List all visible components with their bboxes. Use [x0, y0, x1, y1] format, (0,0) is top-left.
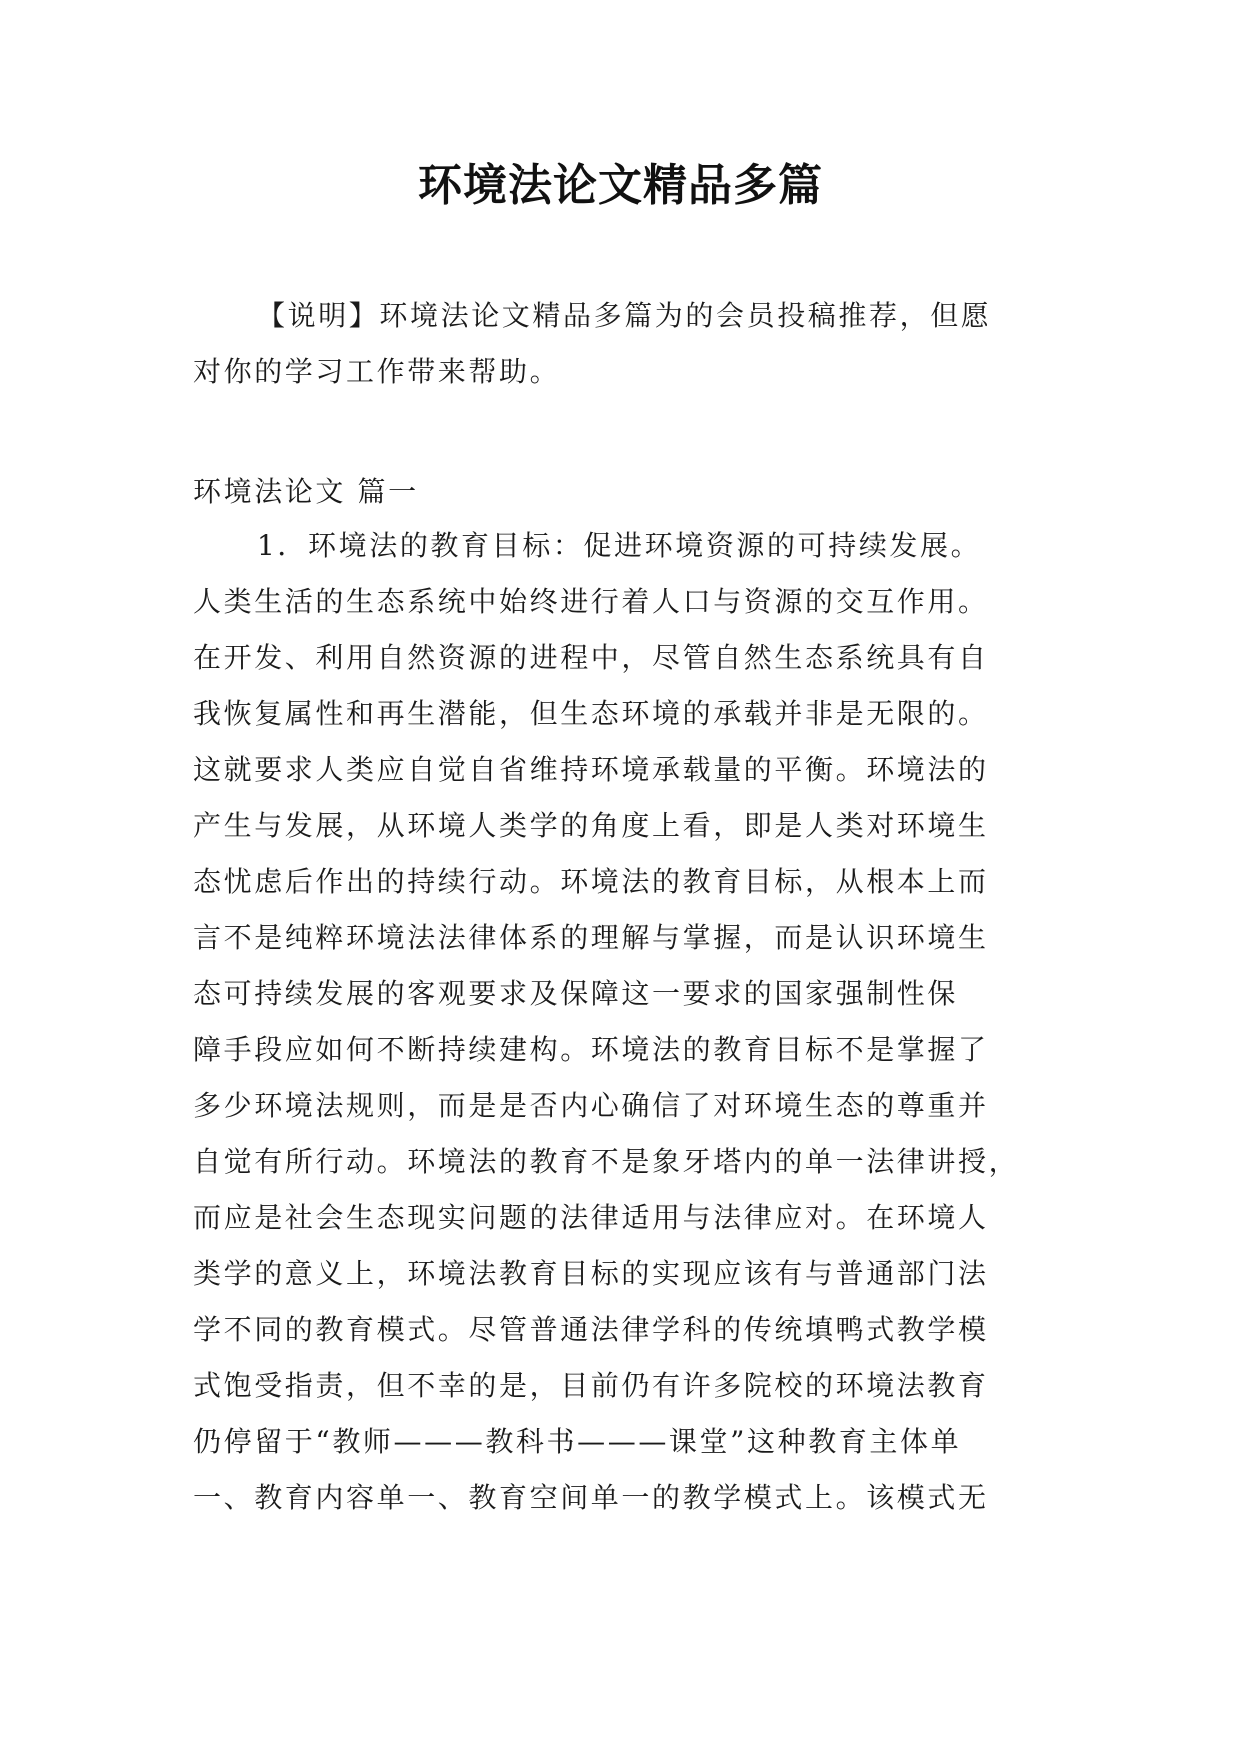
document-title: 环境法论文精品多篇: [418, 160, 823, 211]
body-line: 自觉有所行动。环境法的教育不是象牙塔内的单一法律讲授，: [193, 1145, 1020, 1178]
body-line: 学不同的教育模式。尽管普通法律学科的传统填鸭式教学模: [193, 1313, 989, 1346]
body-line: 障手段应如何不断持续建构。环境法的教育目标不是掌握了: [193, 1033, 989, 1066]
body-line: 我恢复属性和再生潜能，但生态环境的承载并非是无限的。: [193, 697, 989, 730]
body-line: 这就要求人类应自觉自省维持环境承载量的平衡。环境法的: [193, 753, 989, 786]
section-heading: [193, 464, 1053, 520]
body-line: 式饱受指责，但不幸的是，目前仍有许多院校的环境法教育: [193, 1369, 989, 1402]
note-line: 【说明】环境法论文精品多篇为的会员投稿推荐，但愿: [257, 299, 992, 332]
body-line: 一、教育内容单一、教育空间单一的教学模式上。该模式无: [193, 1481, 989, 1514]
body-line: 产生与发展，从环境人类学的角度上看，即是人类对环境生: [193, 809, 989, 842]
body-line: 仍停留于“教师———教科书———课堂”这种教育主体单: [193, 1425, 962, 1458]
body-line: 在开发、利用自然资源的进程中，尽管自然生态系统具有自: [193, 641, 989, 674]
note-paragraph: [193, 288, 1053, 400]
body-line: 人类生活的生态系统中始终进行着人口与资源的交互作用。: [193, 585, 989, 618]
body-line: 态可持续发展的客观要求及保障这一要求的国家强制性保: [193, 977, 959, 1010]
note-line: 对你的学习工作带来帮助。: [193, 355, 561, 388]
section-heading-text: 环境法论文 篇一: [193, 475, 419, 508]
body-line: 言不是纯粹环境法法律体系的理解与掌握，而是认识环境生: [193, 921, 989, 954]
body-line: 态忧虑后作出的持续行动。环境法的教育目标，从根本上而: [193, 865, 989, 898]
body-line: 而应是社会生态现实问题的法律适用与法律应对。在环境人: [193, 1201, 989, 1234]
body-line: 类学的意义上，环境法教育目标的实现应该有与普通部门法: [193, 1257, 989, 1290]
body-paragraph: [193, 518, 1053, 1526]
body-line: 多少环境法规则，而是是否内心确信了对环境生态的尊重并: [193, 1089, 989, 1122]
body-line: 1．环境法的教育目标：促进环境资源的可持续发展。: [257, 529, 982, 562]
